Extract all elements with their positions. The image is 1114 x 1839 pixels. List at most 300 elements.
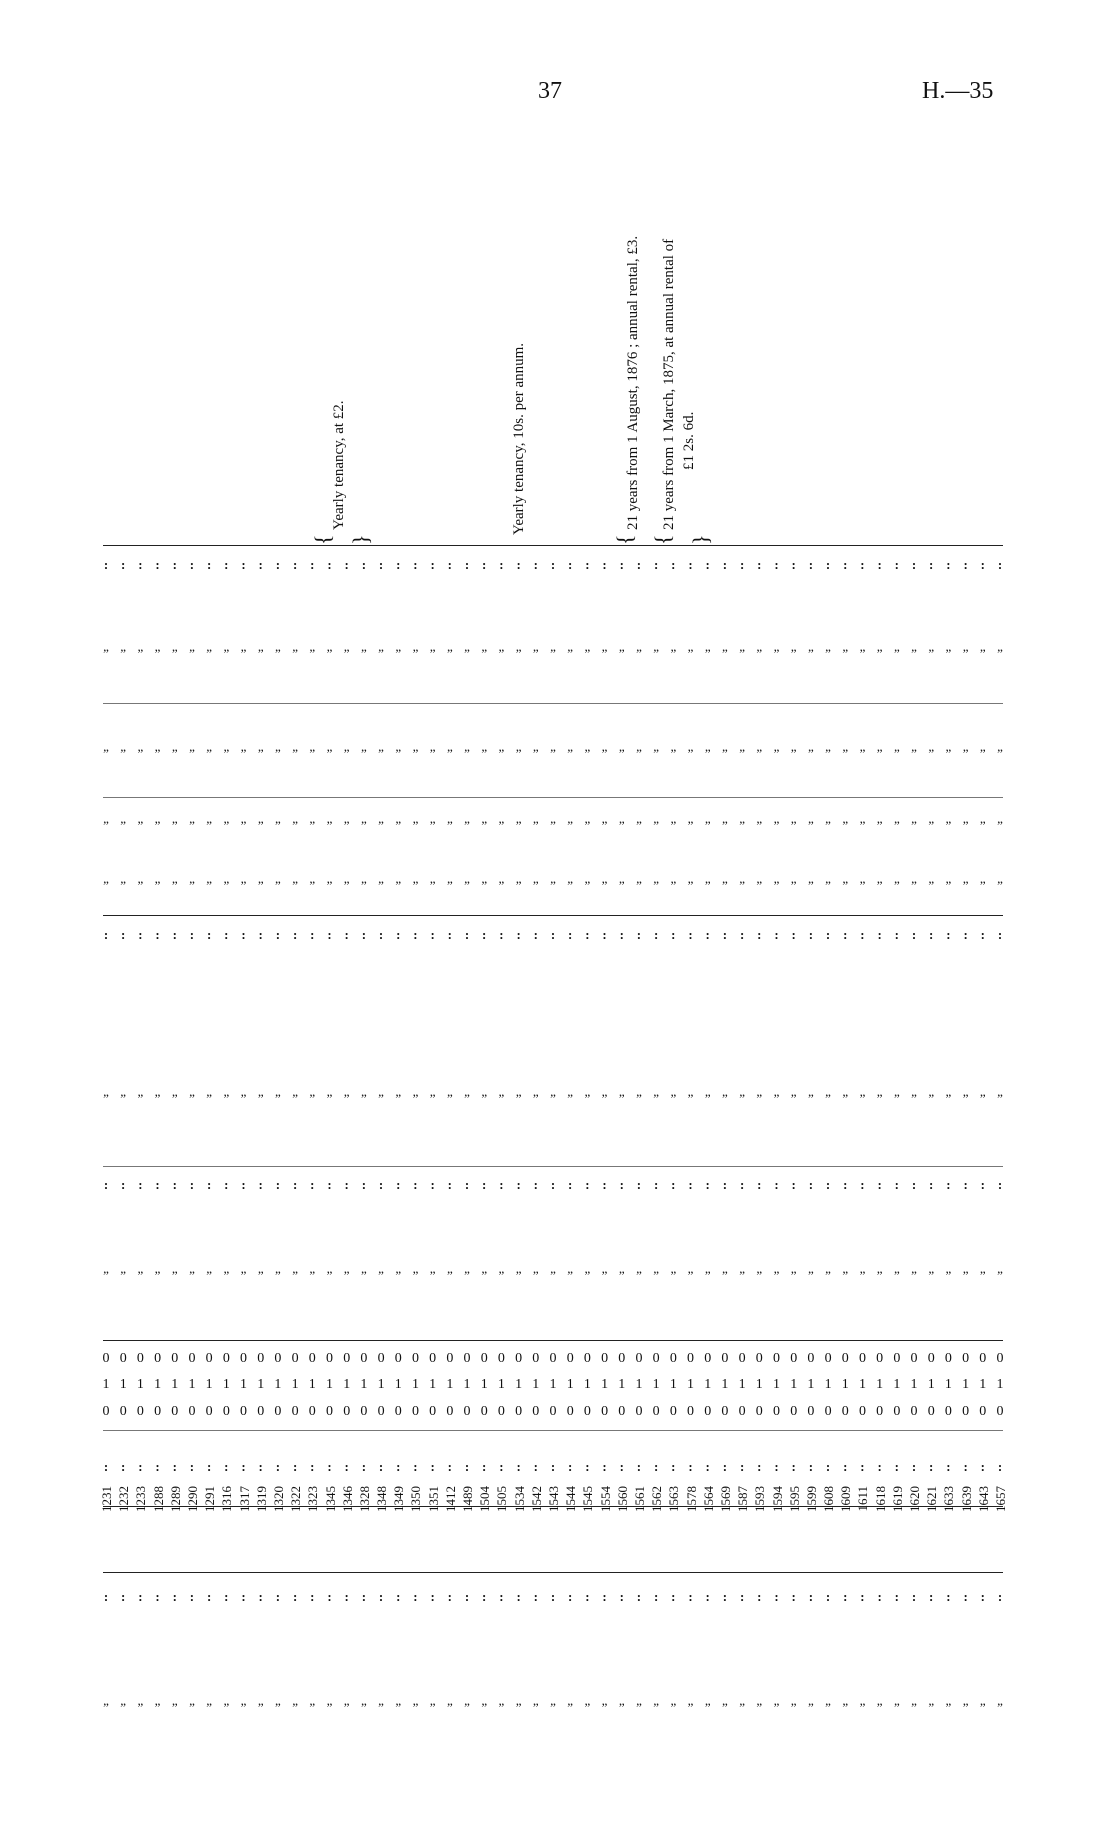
dots-cell: : [275,557,281,572]
value-zero: 0 [222,1351,230,1366]
ditto-cell: „ [687,739,694,754]
dots-cell: : [430,557,435,572]
ditto-cell: „ [842,1261,849,1276]
ditto-cell: „ [756,811,763,826]
dots-cell: : [499,1177,504,1192]
value-zero: 0 [497,1404,505,1419]
ditto-cell: „ [343,1084,350,1099]
dots-cell: : [791,1589,796,1604]
ditto-cell: „ [532,1261,539,1276]
ditto-cell: „ [928,1084,935,1099]
value-zero: 0 [790,1404,798,1419]
ditto-cell: „ [326,639,333,654]
dots-cell: : [103,927,109,942]
ditto-cell: „ [532,1693,539,1708]
dots-cell: : [344,557,349,572]
ditto-cell: „ [670,639,677,654]
dots-cell: : [722,1589,728,1604]
ditto-cell: „ [636,871,642,886]
section-number: 1564 [700,1486,716,1512]
ditto-cell: „ [825,739,831,754]
ditto-cell: „ [756,739,763,754]
ditto-cell: „ [240,1261,247,1276]
section-number: 1504 [477,1486,493,1512]
ditto-cell: „ [275,871,281,886]
ditto-cell: „ [962,1693,969,1708]
dots-cell: : [997,557,1003,572]
section-number: 1569 [717,1486,733,1512]
value-zero: 0 [807,1404,815,1419]
ditto-cell: „ [997,739,1003,754]
ditto-cell: „ [446,1084,453,1099]
section-number: 1633 [941,1486,957,1512]
ditto-cell: „ [464,1693,470,1708]
section-number: 1320 [270,1486,286,1512]
section-number: 1505 [494,1486,510,1512]
value-zero: 0 [635,1404,643,1419]
dots-cell: : [739,1459,745,1474]
ditto-cell: „ [532,739,539,754]
value-one: 1 [721,1377,729,1392]
value-zero: 0 [274,1351,282,1366]
ditto-cell: „ [911,871,917,886]
ditto-cell: „ [704,811,711,826]
ditto-cell: „ [395,1261,402,1276]
dots-cell: : [550,1459,556,1474]
value-one: 1 [119,1377,127,1392]
value-zero: 0 [119,1404,127,1419]
value-zero: 0 [669,1404,677,1419]
section-number: 1593 [752,1486,768,1512]
value-one: 1 [893,1377,901,1392]
ditto-cell: „ [137,1084,144,1099]
value-zero: 0 [377,1351,385,1366]
ditto-cell: „ [360,639,367,654]
ditto-cell: „ [412,871,419,886]
value-zero: 0 [171,1404,179,1419]
dots-cell: : [482,1177,487,1192]
ditto-cell: „ [343,639,350,654]
dots-cell: : [671,1177,676,1192]
value-zero: 0 [893,1351,901,1366]
dots-cell: : [980,557,985,572]
ditto-cell: „ [567,871,574,886]
value-one: 1 [240,1377,248,1392]
dots-cell: : [378,1177,384,1192]
dots-cell: : [499,1459,504,1474]
ditto-cell: „ [979,639,986,654]
dots-cell: : [911,1589,917,1604]
dots-cell: : [791,1459,796,1474]
ditto-cell: „ [343,811,350,826]
dots-cell: : [997,1459,1003,1474]
ditto-cell: „ [773,1261,780,1276]
dots-cell: : [911,927,917,942]
section-number: 1609 [838,1486,854,1512]
brace-2: } [348,534,373,545]
ditto-cell: „ [206,871,213,886]
value-zero: 0 [652,1351,660,1366]
ditto-cell: „ [395,1084,402,1099]
value-one: 1 [979,1377,987,1392]
value-zero: 0 [876,1351,884,1366]
ditto-cell: „ [395,739,402,754]
dots-cell: : [843,927,848,942]
dots-cell: : [602,927,607,942]
ditto-cell: „ [928,1693,935,1708]
remark-21-years-1875: 21 years from 1 March, 1875, at annual rental of [661,238,677,530]
ditto-cell: „ [876,871,883,886]
value-zero: 0 [497,1351,505,1366]
ditto-cell: „ [275,639,281,654]
ditto-cell: „ [343,871,350,886]
value-zero: 0 [893,1404,901,1419]
dots-cell: : [310,1589,315,1604]
section-number: 1562 [649,1486,665,1512]
dots-cell: : [825,927,831,942]
dots-cell: : [568,927,573,942]
value-zero: 0 [463,1404,471,1419]
ditto-cell: „ [722,739,728,754]
dots-cell: : [619,1177,624,1192]
ditto-cell: „ [979,1693,986,1708]
dots-cell: : [121,557,126,572]
ditto-cell: „ [739,739,745,754]
dots-cell: : [757,1459,762,1474]
ditto-cell: „ [326,1084,333,1099]
ditto-cell: „ [240,871,247,886]
ditto-cell: „ [997,1084,1003,1099]
dots-cell: : [103,1459,109,1474]
ditto-cell: „ [704,739,711,754]
dots-cell: : [241,557,246,572]
dots-cell: : [619,1589,624,1604]
dots-cell: : [206,1589,212,1604]
dots-cell: : [550,1177,556,1192]
ditto-cell: „ [859,1261,866,1276]
dots-cell: : [327,1177,332,1192]
section-number: 1323 [305,1486,321,1512]
dots-cell: : [533,1589,538,1604]
ditto-cell: „ [704,871,711,886]
dots-cell: : [550,1589,556,1604]
ditto-cell: „ [825,639,831,654]
dots-cell: : [430,1177,435,1192]
ditto-cell: „ [773,739,780,754]
ditto-cell: „ [103,811,109,826]
dots-cell: : [636,557,642,572]
dots-cell: : [929,1177,934,1192]
ditto-cell: „ [997,871,1003,886]
ditto-cell: „ [704,639,711,654]
dots-cell: : [499,1589,504,1604]
dots-cell: : [602,1177,607,1192]
ditto-cell: „ [618,1693,625,1708]
ditto-cell: „ [859,639,866,654]
dots-cell: : [310,557,315,572]
ditto-cell: „ [567,1693,574,1708]
value-one: 1 [308,1377,316,1392]
rule-2 [103,703,1003,704]
value-zero: 0 [154,1351,162,1366]
ditto-cell: „ [979,871,986,886]
ditto-cell: „ [464,871,470,886]
ditto-cell: „ [154,1261,161,1276]
dots-cell: : [585,1589,590,1604]
dots-cell: : [980,1589,985,1604]
value-zero: 0 [704,1404,712,1419]
dots-cell: : [361,557,367,572]
ditto-cell: „ [206,639,213,654]
ditto-cell: „ [928,871,935,886]
dots-cell: : [189,927,195,942]
dots-cell: : [189,1589,195,1604]
ditto-cell: „ [326,739,333,754]
dots-cell: : [413,1459,418,1474]
dots-cell: : [121,1589,126,1604]
dots-cell: : [516,1459,521,1474]
section-number: 1350 [408,1486,424,1512]
dots-cell: : [585,1459,590,1474]
ditto-cell: „ [481,639,488,654]
ditto-cell: „ [825,811,831,826]
ditto-cell: „ [257,871,264,886]
value-zero: 0 [773,1351,780,1366]
ditto-cell: „ [893,1084,900,1099]
ditto-cell: „ [567,1084,574,1099]
dots-cell: : [499,557,504,572]
ditto-cell: „ [567,1261,574,1276]
ditto-cell: „ [275,1084,281,1099]
dots-cell: : [757,1177,762,1192]
ditto-cell: „ [446,1261,453,1276]
dots-cell: : [860,557,865,572]
value-one: 1 [154,1377,162,1392]
section-number: 1563 [666,1486,682,1512]
dots-cell: : [344,1177,349,1192]
ditto-cell: „ [257,811,264,826]
value-zero: 0 [566,1404,574,1419]
dots-cell: : [310,927,315,942]
remark-rental-amount: £1 2s. 6d. [681,411,697,470]
ditto-cell: „ [498,739,505,754]
dots-cell: : [533,927,538,942]
dots-cell: : [757,1589,762,1604]
ditto-cell: „ [876,811,883,826]
value-zero: 0 [687,1404,695,1419]
dots-cell: : [361,1459,367,1474]
ditto-cell: „ [412,1084,419,1099]
value-zero: 0 [394,1351,402,1366]
rule-top [103,545,1003,546]
ditto-cell: „ [481,1693,488,1708]
dots-cell: : [138,1459,143,1474]
value-one: 1 [411,1377,419,1392]
ditto-cell: „ [481,1084,488,1099]
value-zero: 0 [274,1404,282,1419]
ditto-cell: „ [137,871,144,886]
value-zero: 0 [927,1404,935,1419]
ditto-cell: „ [378,1261,384,1276]
dots-cell: : [241,1589,246,1604]
ditto-cell: „ [739,639,745,654]
ditto-cell: „ [962,739,969,754]
value-one: 1 [755,1377,763,1392]
ditto-cell: „ [756,871,763,886]
dots-cell: : [757,927,762,942]
value-one: 1 [824,1377,832,1392]
dots-cell: : [550,927,556,942]
value-zero: 0 [738,1351,746,1366]
dots-cell: : [533,1459,538,1474]
dots-cell: : [688,927,693,942]
brace-1: { [310,534,335,545]
dots-cell: : [980,927,985,942]
ditto-cell: „ [360,811,367,826]
dots-cell: : [275,1589,281,1604]
ditto-cell: „ [446,811,453,826]
ditto-cell: „ [154,739,161,754]
dots-cell: : [860,1589,865,1604]
rule-7 [103,1430,1003,1431]
section-number: 1618 [872,1486,888,1512]
value-zero: 0 [876,1404,884,1419]
ditto-cell: „ [962,639,969,654]
dots-cell: : [894,927,900,942]
section-number: 1289 [167,1486,183,1512]
dots-cell: : [653,1177,659,1192]
ditto-cell: „ [704,1261,711,1276]
ditto-cell: „ [928,739,935,754]
dots-cell: : [258,927,263,942]
ditto-cell: „ [206,739,213,754]
section-number: 1561 [631,1486,647,1512]
ditto-cell: „ [412,811,419,826]
ditto-cell: „ [618,1261,625,1276]
ditto-cell: „ [636,1084,642,1099]
ditto-cell: „ [189,1261,195,1276]
ditto-cell: „ [859,739,866,754]
dots-cell: : [860,927,865,942]
ditto-cell: „ [309,639,316,654]
value-zero: 0 [240,1404,248,1419]
remark-yearly-tenancy-10s: Yearly tenancy, 10s. per annum. [511,342,527,535]
value-zero: 0 [858,1351,866,1366]
section-number: 1621 [924,1486,940,1512]
dots-cell: : [894,557,900,572]
value-one: 1 [291,1377,299,1392]
ditto-cell: „ [343,1261,350,1276]
ditto-cell: „ [120,739,127,754]
ditto-cell: „ [979,739,986,754]
ditto-cell: „ [567,811,574,826]
dots-cell: : [774,927,779,942]
ditto-cell: „ [515,871,522,886]
ditto-cell: „ [137,739,144,754]
value-one: 1 [790,1377,798,1392]
dots-cell: : [224,1177,229,1192]
value-zero: 0 [411,1404,419,1419]
ditto-cell: „ [859,1084,866,1099]
dots-cell: : [327,1589,332,1604]
dots-cell: : [275,1177,281,1192]
dots-cell: : [619,1459,624,1474]
dots-cell: : [791,1177,796,1192]
dots-cell: : [929,1459,934,1474]
ditto-cell: „ [567,739,574,754]
ditto-cell: „ [842,739,849,754]
section-number: 1543 [546,1486,561,1512]
ditto-cell: „ [171,1261,178,1276]
dots-cell: : [155,557,160,572]
value-one: 1 [429,1377,437,1392]
value-zero: 0 [308,1351,316,1366]
ditto-cell: „ [412,739,419,754]
ditto-cell: „ [120,639,127,654]
value-zero: 0 [755,1404,763,1419]
dots-cell: : [774,557,779,572]
dots-cell: : [292,1459,298,1474]
rule-5 [103,1166,1003,1167]
dots-cell: : [396,927,401,942]
ditto-cell: „ [670,811,677,826]
value-zero: 0 [635,1351,643,1366]
ditto-cell: „ [893,1693,900,1708]
ditto-cell: „ [739,1693,745,1708]
value-one: 1 [876,1377,884,1392]
ditto-cell: „ [636,1261,642,1276]
ditto-cell: „ [618,1084,625,1099]
ditto-cell: „ [584,639,591,654]
ditto-cell: „ [481,811,488,826]
dots-cell: : [241,927,246,942]
section-number: 1545 [580,1486,596,1512]
value-zero: 0 [962,1404,970,1419]
dots-cell: : [843,1589,848,1604]
value-zero: 0 [326,1351,333,1366]
dots-cell: : [877,1459,882,1474]
ditto-cell: „ [446,1693,453,1708]
ditto-cell: „ [171,639,178,654]
dots-cell: : [516,1177,521,1192]
dots-cell: : [550,557,556,572]
value-zero: 0 [944,1351,952,1366]
value-zero: 0 [394,1404,402,1419]
ditto-cell: „ [515,739,522,754]
ditto-cell: „ [498,1693,505,1708]
ditto-cell: „ [171,739,178,754]
dots-cell: : [516,557,521,572]
value-zero: 0 [979,1351,987,1366]
dots-cell: : [808,1589,814,1604]
ditto-cell: „ [223,1693,230,1708]
dots-cell: : [310,1177,315,1192]
ditto-cell: „ [464,739,470,754]
ditto-cell: „ [962,1261,969,1276]
ditto-cell: „ [790,639,797,654]
value-zero: 0 [119,1351,127,1366]
ditto-cell: „ [670,871,677,886]
dots-cell: : [533,1177,538,1192]
dots-cell: : [327,927,332,942]
value-zero: 0 [136,1404,144,1419]
value-zero: 0 [411,1351,419,1366]
ditto-cell: „ [601,1084,608,1099]
value-zero: 0 [343,1404,351,1419]
ditto-cell: „ [154,811,161,826]
value-zero: 0 [996,1404,1004,1419]
ditto-cell: „ [206,1693,213,1708]
